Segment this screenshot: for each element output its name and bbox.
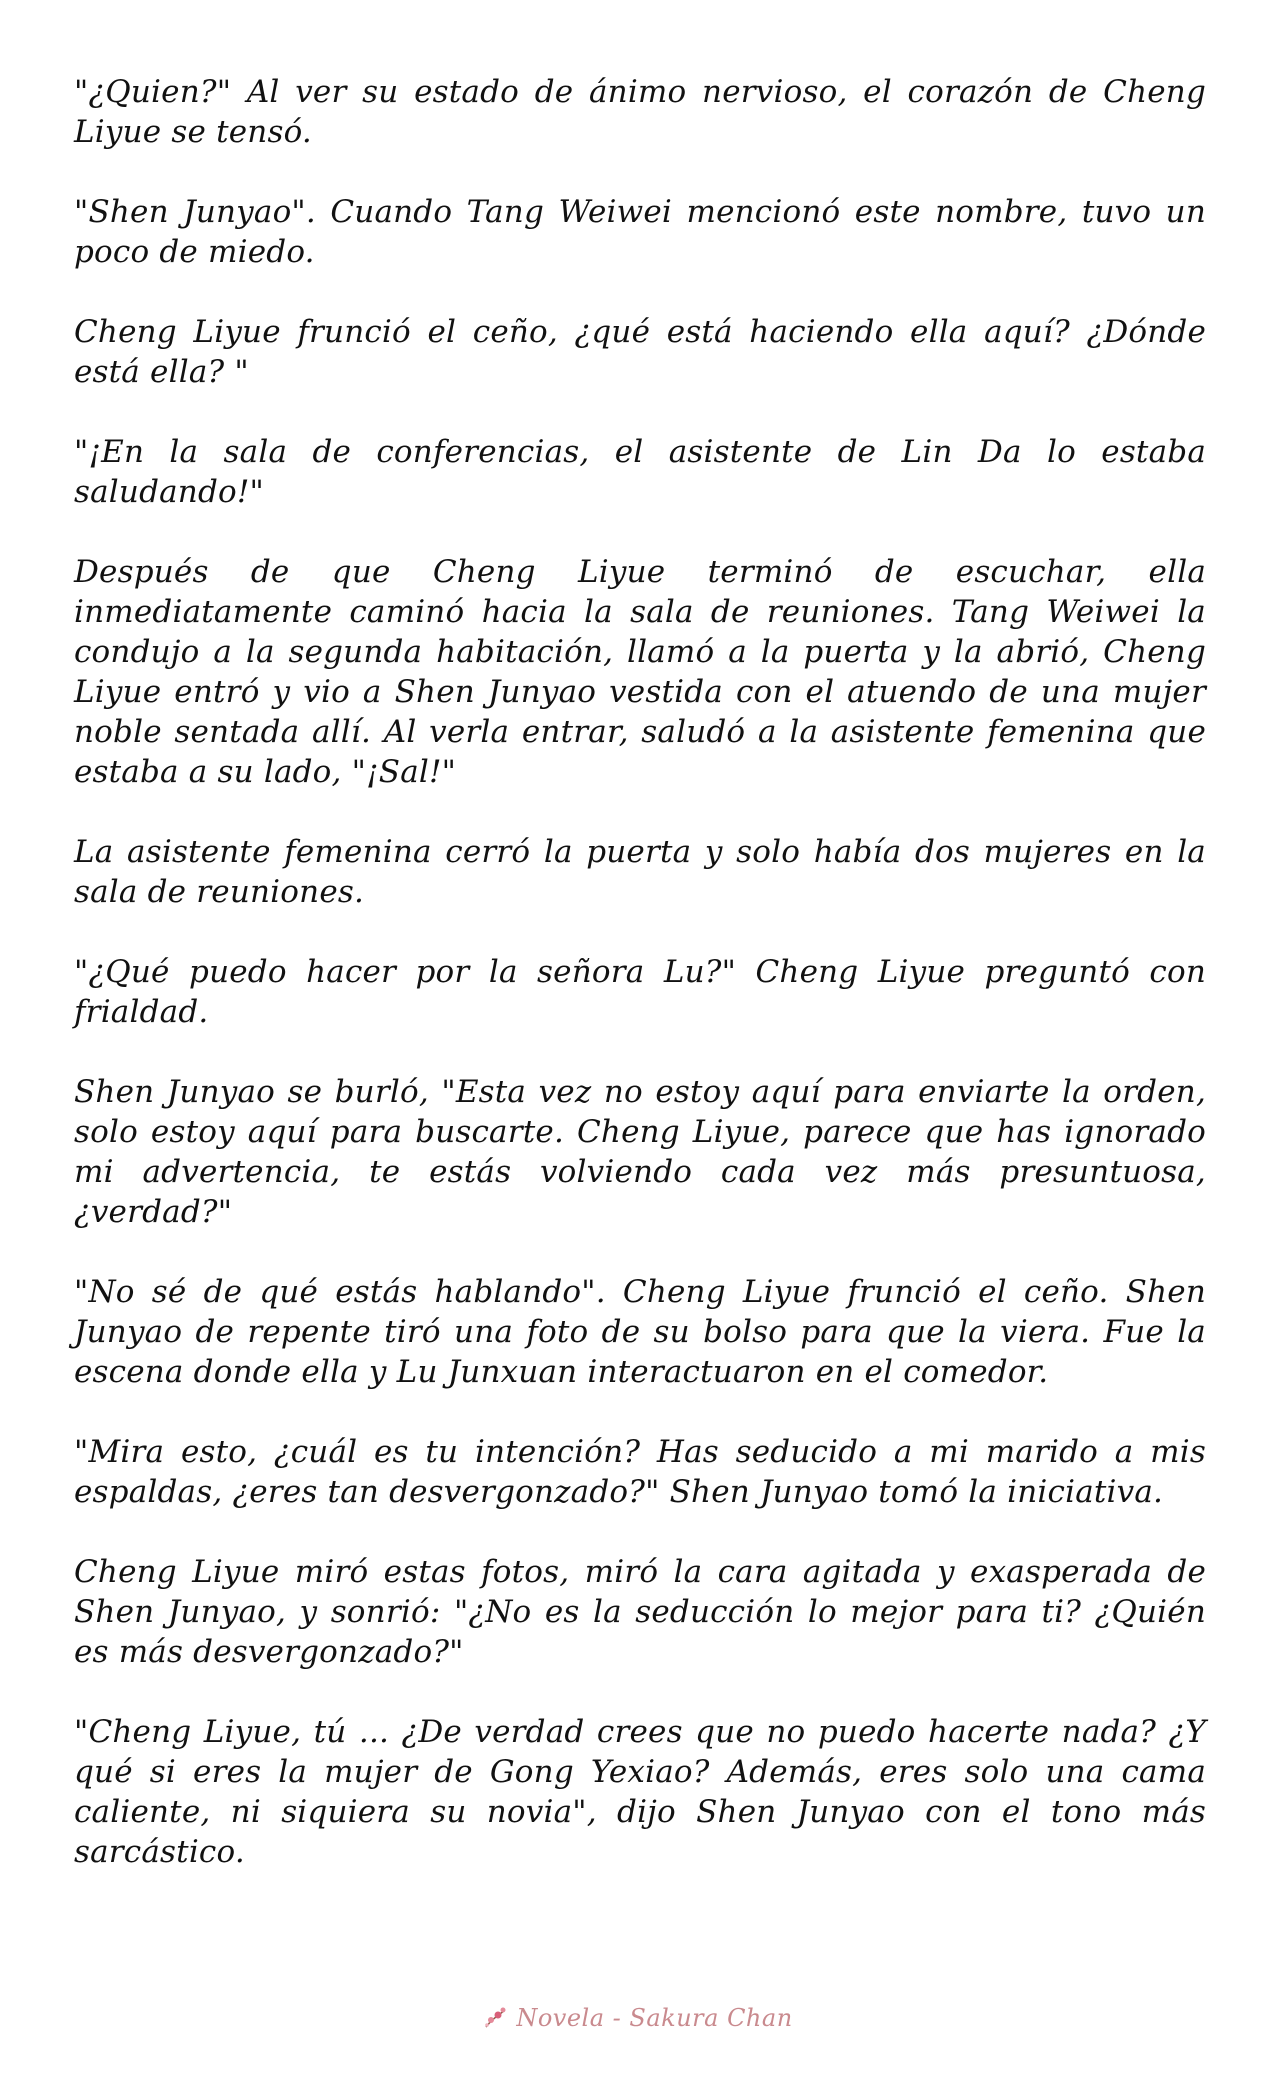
paragraph: Cheng Liyue frunció el ceño, ¿qué está haciendo ella aquí? ¿Dónde está ella? " [74,314,1206,390]
cherry-blossom-icon [482,2005,508,2031]
paragraph: Después de que Cheng Liyue terminó de escuchar, ella inmediatamente caminó hacia la sala de reuniones. Tang Weiwei la condujo a la segunda habitación, llamó a la puerta y la abrió, Cheng Liyue entró y vio a Shen Junyao vestida con el atuendo de una mujer noble sentada allí. Al verla entrar, saludó a la asistente femenina que estaba a su lado, "¡Sal!" [74,554,1206,790]
paragraph: La asistente femenina cerró la puerta y solo había dos mujeres en la sala de reuniones. [74,834,1206,910]
paragraph: "Cheng Liyue, tú ... ¿De verdad crees que no puedo hacerte nada? ¿Y qué si eres la mujer de Gong Yexiao? Además, eres solo una cama caliente, ni siquiera su novia", dijo Shen Junyao con el tono más sarcástico. [74,1714,1206,1870]
paragraph: "¡En la sala de conferencias, el asistente de Lin Da lo estaba saludando!" [74,434,1206,510]
footer-text: Novela - Sakura Chan [516,2004,793,2032]
paragraph: "Shen Junyao". Cuando Tang Weiwei mencionó este nombre, tuvo un poco de miedo. [74,194,1206,270]
paragraph: "No sé de qué estás hablando". Cheng Liyue frunció el ceño. Shen Junyao de repente tiró una foto de su bolso para que la viera. Fue la escena donde ella y Lu Junxuan interactuaron en el comedor. [74,1274,1206,1390]
paragraph: "Mira esto, ¿cuál es tu intención? Has seducido a mi marido a mis espaldas, ¿eres tan desvergonzado?" Shen Junyao tomó la iniciativa. [74,1434,1206,1510]
document-body [74,72,1206,1872]
paragraph: "¿Qué puedo hacer por la señora Lu?" Cheng Liyue preguntó con frialdad. [74,954,1206,1030]
paragraph: Cheng Liyue miró estas fotos, miró la cara agitada y exasperada de Shen Junyao, y sonrió: "¿No es la seducción lo mejor para ti? ¿Quién es más desvergonzado?" [74,1554,1206,1670]
footer-watermark [0,1998,1275,2038]
paragraph: Shen Junyao se burló, "Esta vez no estoy aquí para enviarte la orden, solo estoy aquí para buscarte. Cheng Liyue, parece que has ignorado mi advertencia, te estás volviendo cada vez más presuntuosa, ¿verdad?" [74,1074,1206,1230]
paragraph: "¿Quien?" Al ver su estado de ánimo nervioso, el corazón de Cheng Liyue se tensó. [74,74,1206,150]
